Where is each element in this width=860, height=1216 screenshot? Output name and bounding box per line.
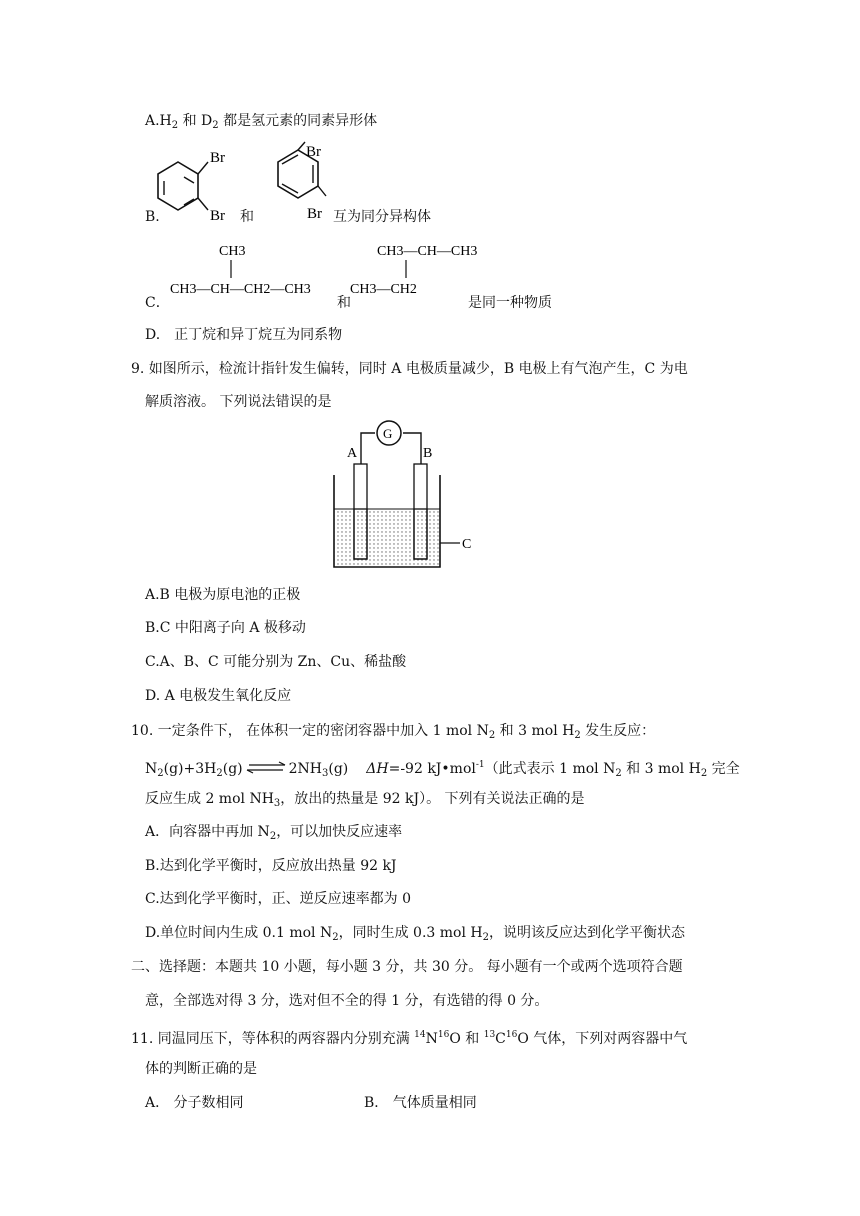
br-label: Br [210,208,225,224]
svg-text:CH3: CH3 [219,244,246,259]
q10-stem-line1: 10. 一定条件下， 在体积一定的密闭容器中加入 1 mol $N_2$ 和 3 mol $H_2$ 发生反应： [131,723,656,741]
q8-option-a: $A.H_2$ 和 $D_2$ 都是氢元素的同素异形体 [145,113,378,131]
methylbutane-structure-1 [170,244,311,297]
q10-option-c: C.达到化学平衡时，正、逆反应速率都为 0 [145,891,412,907]
dibromobenzene-structure-2 [278,142,326,222]
q9-option-a: A.B 电极为原电池的正极 [145,587,301,603]
q9-stem-line2: 解质溶液。 下列说法错误的是 [145,394,332,410]
q8-option-c-and: 和 [337,295,351,311]
electrode-b-label: B [423,446,433,461]
q10-option-b: B.达到化学平衡时，反应放出热量 92 kJ [145,858,397,874]
q8-option-b-label: B. [145,209,160,225]
br-label: Br [210,150,225,166]
dibromobenzene-structure-1 [158,150,225,224]
q11-option-b: B． 气体质量相同 [364,1095,477,1111]
br-label: Br [306,144,321,160]
svg-text:CH3—CH—CH3: CH3—CH—CH3 [377,244,478,259]
q8-option-d: D. 正丁烷和异丁烷互为同系物 [145,327,343,343]
galvanometer-label: G [383,426,393,441]
q9-stem-line1: 9. 如图所示，检流计指针发生偏转，同时 A 电极质量减少，B 电极上有气泡产生，C 为电 [131,361,688,377]
q8-option-c-structures [168,236,478,302]
galvanic-cell-figure [325,415,495,577]
q11-stem-line1: 11. 同温同压下，等体积的两容器内分别充满 $^{14}N^{16}O$ 和 $^{13}C^{16}O$ 气体，下列对两容器中气 [131,1030,688,1047]
q8-option-c-label: C． [145,295,170,311]
electrode-a-label: A [347,446,358,461]
q11-option-a: A． 分子数相同 [145,1095,244,1111]
svg-text:CH3—CH—CH2—CH3: CH3—CH—CH2—CH3 [170,282,311,297]
equilibrium-arrow-icon [245,761,287,775]
methylbutane-structure-2 [350,244,477,297]
q8-option-b-and: 和 [240,209,254,225]
q11-stem-line2: 体的判断正确的是 [145,1061,257,1077]
q8-option-b-structures [155,140,355,225]
q9-option-d: D. A 电极发生氧化反应 [145,688,292,704]
q9-option-b: B.C 中阳离子向 A 极移动 [145,620,306,636]
section-2-heading-line2: 意，全部选对得 3 分，选对但不全的得 1 分，有选错的得 0 分。 [145,993,549,1009]
electrolyte-label: C [462,537,472,552]
q8-option-b-tail: 互为同分异构体 [333,209,431,225]
q9-option-c: C.A、B、C 可能分别为 Zn、Cu、稀盐酸 [145,654,407,670]
q10-option-d: D.单位时间内生成 0.1 mol $N_2$，同时生成 0.3 mol $H_2$，说明该反应达到化学平衡状态 [145,925,685,943]
section-2-heading-line1: 二、选择题：本题共 10 小题，每小题 3 分，共 30 分。 每小题有一个或两个选项符合题 [131,959,683,975]
q10-option-a: A．向容器中再加 $N_2$，可以加快反应速率 [145,824,403,842]
br-label: Br [307,206,322,222]
q10-equation: $N_2(g)+3H_2(g)$ $2NH_3(g)$ ΔH=-92 kJ•mol$^{-1}$（此式表示 1 mol $N_2$ 和 3 mol $H_2$ 完全 [145,760,740,779]
svg-text:CH3—CH2: CH3—CH2 [350,282,417,297]
q8-option-c-tail: 是同一种物质 [468,295,552,311]
q10-stem-line3: 反应生成 2 mol $NH_3$，放出的热量是 92 kJ）。 下列有关说法正确的是 [145,791,585,809]
